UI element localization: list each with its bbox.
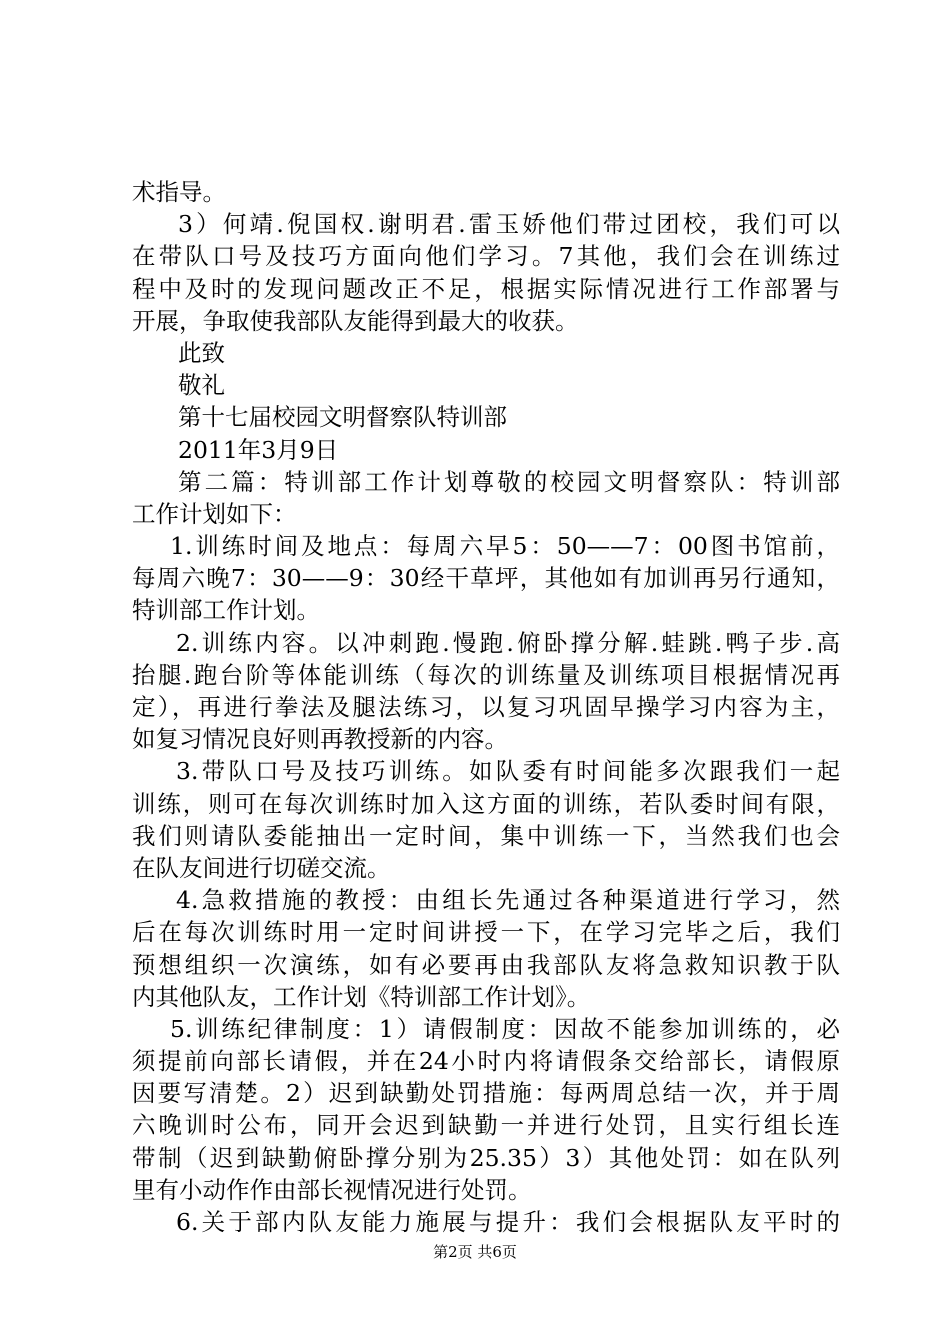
text-line: 如复习情况良好则再教授新的内容。 xyxy=(132,725,508,754)
text-line: 定），再进行拳法及腿法练习，以复习巩固早操学习内容为主， xyxy=(132,693,840,721)
text-line: 程中及时的发现问题改正不足，根据实际情况进行工作部署与 xyxy=(132,274,840,303)
text-line: 开展，争取使我部队友能得到最大的收获。 xyxy=(132,306,579,335)
text-line: 因要写清楚。2）迟到缺勤处罚措施：每两周总结一次，并于周 xyxy=(132,1079,840,1108)
text-line: 2011年3月9日 xyxy=(178,435,339,464)
text-line: 术指导。 xyxy=(132,178,226,206)
text-line: 后在每次训练时用一定时间讲授一下，在学习完毕之后，我们 xyxy=(132,918,840,947)
text-line: 第二篇：特训部工作计划尊敬的校园文明督察队：特训部 xyxy=(178,467,840,496)
text-line: 第十七届校园文明督察队特训部 xyxy=(178,403,507,432)
text-line: 3.带队口号及技巧训练。如队委有时间能多次跟我们一起 xyxy=(176,757,840,786)
text-line: 3）何靖.倪国权.谢明君.雷玉娇他们带过团校，我们可以 xyxy=(178,210,840,239)
text-line: 我们则请队委能抽出一定时间，集中训练一下，当然我们也会 xyxy=(132,821,840,850)
text-line: 5.训练纪律制度：1）请假制度：因故不能参加训练的，必 xyxy=(170,1014,840,1043)
text-line: 抬腿.跑台阶等体能训练（每次的训练量及训练项目根据情况再 xyxy=(132,660,840,689)
text-line: 带制（迟到缺勤俯卧撑分别为25.35）3）其他处罚：如在队列 xyxy=(132,1143,840,1172)
text-line: 须提前向部长请假，并在24小时内将请假条交给部长，请假原 xyxy=(132,1047,840,1076)
text-line: 敬礼 xyxy=(178,371,225,400)
text-line: 工作计划如下： xyxy=(132,499,297,528)
text-line: 预想组织一次演练，如有必要再由我部队友将急救知识教于队 xyxy=(132,950,840,979)
text-line: 1.训练时间及地点：每周六早5：50——7：00图书馆前， xyxy=(170,532,840,561)
text-line: 此致 xyxy=(178,338,225,367)
text-line: 在队友间进行切磋交流。 xyxy=(132,853,391,882)
text-line: 内其他队友，工作计划《特训部工作计划》。 xyxy=(132,982,591,1011)
text-line: 训练，则可在每次训练时加入这方面的训练，若队委时间有限， xyxy=(132,789,840,818)
text-line: 六晚训时公布，同开会迟到缺勤一并进行处罚，且实行组长连 xyxy=(132,1111,840,1140)
page-footer: 第2页 共6页 xyxy=(433,1243,517,1261)
text-line: 在带队口号及技巧方面向他们学习。7其他，我们会在训练过 xyxy=(132,242,840,271)
text-line: 特训部工作计划。 xyxy=(132,596,320,625)
text-line: 里有小动作作由部长视情况进行处罚。 xyxy=(132,1175,532,1204)
text-line: 每周六晚7：30——9：30经干草坪，其他如有加训再另行通知， xyxy=(132,564,840,593)
text-line: 2.训练内容。以冲刺跑.慢跑.俯卧撑分解.蛙跳.鸭子步.高 xyxy=(176,628,840,657)
text-line: 4.急救措施的教授：由组长先通过各种渠道进行学习，然 xyxy=(176,886,840,915)
text-line: 6.关于部内队友能力施展与提升：我们会根据队友平时的 xyxy=(176,1208,840,1236)
body-text xyxy=(132,176,840,1238)
